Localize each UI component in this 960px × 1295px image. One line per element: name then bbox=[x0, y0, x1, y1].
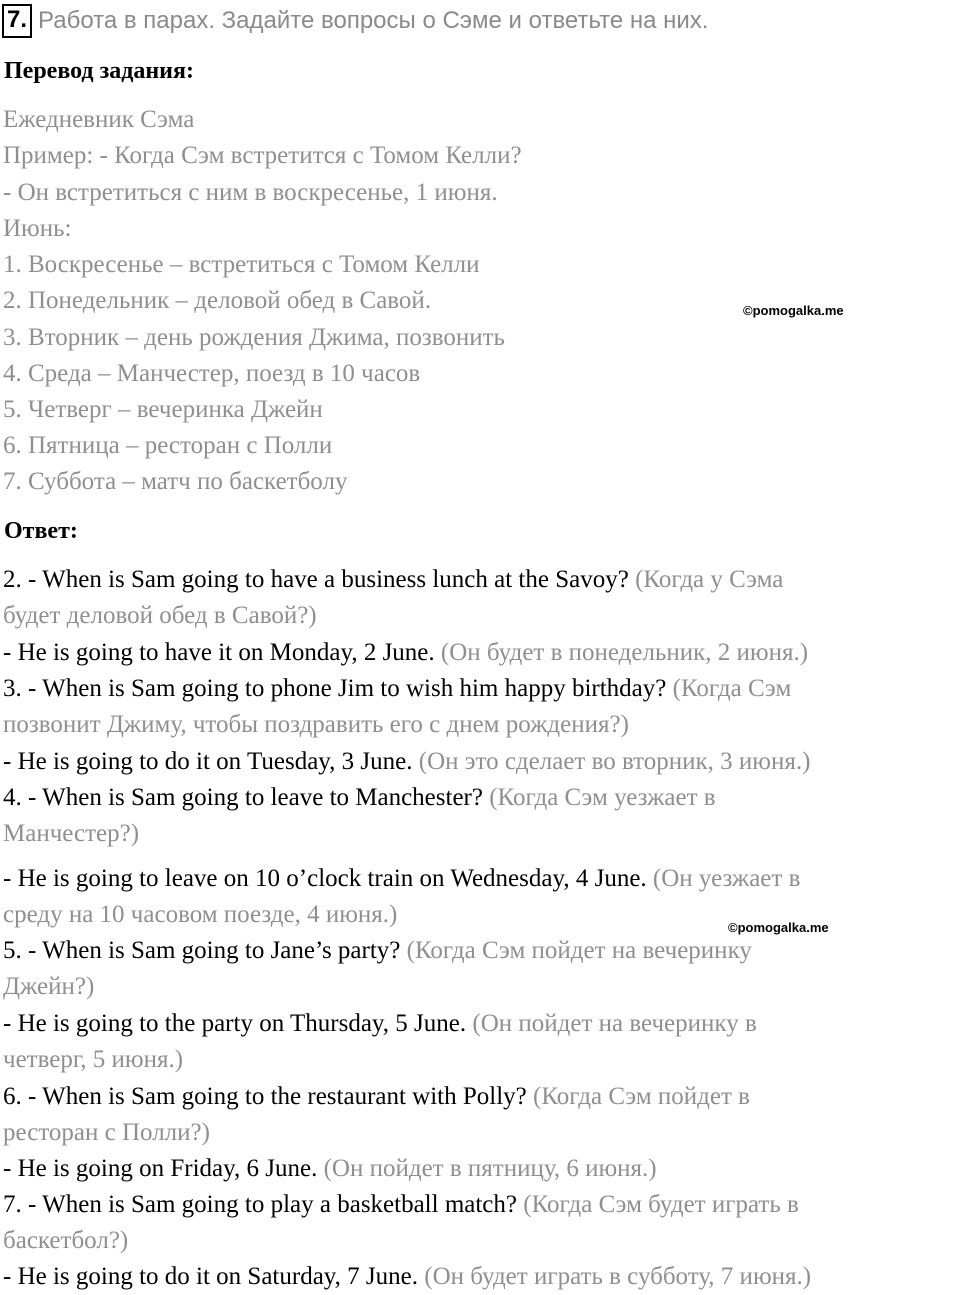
answer-line bbox=[3, 708, 629, 742]
answer-line bbox=[3, 1152, 657, 1186]
answer-russian: (Когда Сэм bbox=[672, 675, 792, 702]
answer-russian: Манчестер?) bbox=[3, 820, 140, 847]
answer-line bbox=[3, 1043, 183, 1077]
watermark: ©pomogalka.me bbox=[743, 303, 844, 318]
answer-line bbox=[3, 1224, 128, 1258]
answer-english: 6. - When is Sam going to the restaurant with Polly? bbox=[3, 1083, 534, 1110]
answer-russian: (Он это сделает во вторник, 3 июня.) bbox=[418, 748, 811, 775]
answer-line bbox=[3, 1188, 799, 1222]
answer-russian: Джейн?) bbox=[3, 973, 95, 1000]
answer-russian: четверг, 5 июня.) bbox=[3, 1046, 184, 1073]
answer-russian: будет деловой обед в Савой?) bbox=[3, 602, 317, 629]
task-instruction: Работа в парах. Задайте вопросы о Сэме и ответьте на них. bbox=[38, 7, 709, 34]
answer-line bbox=[3, 970, 94, 1004]
answer-russian: среду на 10 часовом поезде, 4 июня.) bbox=[3, 901, 398, 928]
answer-english: - He is going to do it on Saturday, 7 June. bbox=[3, 1263, 425, 1290]
answer-russian: (Когда у Сэма bbox=[635, 566, 784, 593]
answer-english: 4. - When is Sam going to leave to Manchester? bbox=[3, 784, 490, 811]
translation-line: Июнь: bbox=[3, 215, 72, 242]
answer-russian: баскетбол?) bbox=[3, 1227, 129, 1254]
answer-russian: (Когда Сэм будет играть в bbox=[523, 1191, 799, 1218]
watermark: ©pomogalka.me bbox=[728, 920, 829, 935]
answer-heading: Ответ: bbox=[4, 518, 78, 544]
translation-line: Пример: - Когда Сэм встретится с Томом Келли? bbox=[3, 142, 522, 169]
answer-line bbox=[3, 781, 716, 815]
answer-russian: (Он пойдет в пятницу, 6 июня.) bbox=[323, 1155, 657, 1182]
answer-line bbox=[3, 1080, 750, 1114]
translation-line: 6. Пятница – ресторан с Полли bbox=[3, 432, 333, 459]
translation-line: - Он встретиться с ним в воскресенье, 1 июня. bbox=[3, 179, 498, 206]
answer-line bbox=[3, 1007, 757, 1041]
answer-russian: (Он будет играть в субботу, 7 июня.) bbox=[424, 1263, 812, 1290]
answer-english: - He is going to the party on Thursday, 5 June. bbox=[3, 1010, 473, 1037]
answer-english: - He is going to have it on Monday, 2 June. bbox=[3, 639, 441, 666]
answer-line bbox=[3, 672, 791, 706]
translation-line: 2. Понедельник – деловой обед в Савой. bbox=[3, 287, 432, 314]
answer-russian: ресторан с Полли?) bbox=[3, 1119, 210, 1146]
answer-line bbox=[3, 745, 810, 779]
answer-english: - He is going on Friday, 6 June. bbox=[3, 1155, 324, 1182]
translation-heading: Перевод задания: bbox=[4, 58, 194, 84]
answer-english: - He is going to leave on 10 o’clock train on Wednesday, 4 June. bbox=[3, 865, 653, 892]
translation-line: 7. Суббота – матч по баскетболу bbox=[3, 468, 348, 495]
answer-line bbox=[3, 563, 783, 597]
answer-english: - He is going to do it on Tuesday, 3 June. bbox=[3, 748, 419, 775]
answer-russian: (Когда Сэм пойдет на вечеринку bbox=[406, 937, 752, 964]
answer-english: 7. - When is Sam going to play a basketball match? bbox=[3, 1191, 524, 1218]
answer-russian: (Он будет в понедельник, 2 июня.) bbox=[440, 639, 809, 666]
answer-russian: (Он уезжает в bbox=[652, 865, 801, 892]
answer-russian: позвонит Джиму, чтобы поздравить его с днем рождения?) bbox=[3, 711, 629, 738]
answer-line bbox=[3, 1116, 210, 1150]
task-header bbox=[2, 4, 708, 38]
answer-english: 5. - When is Sam going to Jane’s party? bbox=[3, 937, 407, 964]
answer-russian: (Когда Сэм уезжает в bbox=[489, 784, 716, 811]
translation-line: 3. Вторник – день рождения Джима, позвонить bbox=[3, 324, 505, 351]
translation-line: 4. Среда – Манчестер, поезд в 10 часов bbox=[3, 360, 421, 387]
answer-line bbox=[3, 934, 752, 968]
translation-line: 5. Четверг – вечеринка Джейн bbox=[3, 396, 323, 423]
answer-line bbox=[3, 862, 800, 896]
translation-line: 1. Воскресенье – встретиться с Томом Келли bbox=[3, 251, 480, 278]
task-number: 7. bbox=[2, 4, 32, 38]
answer-russian: (Когда Сэм пойдет в bbox=[533, 1083, 750, 1110]
translation-line: Ежедневник Сэма bbox=[3, 106, 195, 133]
answer-line bbox=[3, 636, 808, 670]
answer-line bbox=[3, 599, 317, 633]
answer-english: 3. - When is Sam going to phone Jim to wish him happy birthday? bbox=[3, 675, 673, 702]
answer-english: 2. - When is Sam going to have a business lunch at the Savoy? bbox=[3, 566, 636, 593]
answer-line bbox=[3, 898, 397, 932]
answer-russian: (Он пойдет на вечеринку в bbox=[472, 1010, 757, 1037]
answer-line bbox=[3, 1260, 811, 1294]
answer-line bbox=[3, 817, 139, 851]
